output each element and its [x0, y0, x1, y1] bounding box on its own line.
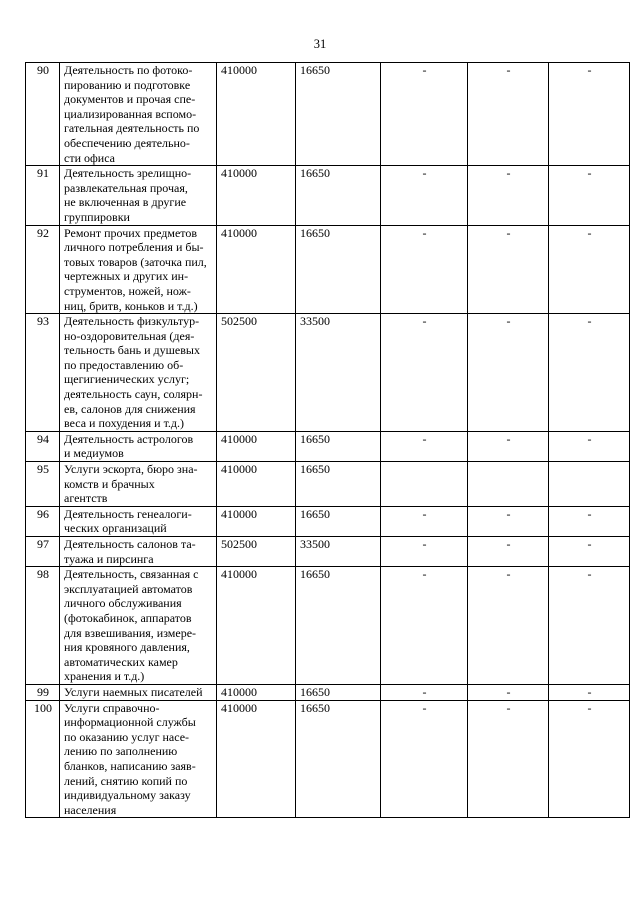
- column-6-cell: -: [468, 431, 549, 461]
- description-line: группировки: [64, 209, 130, 224]
- description-line: обеспечению деятельно-: [64, 135, 190, 150]
- column-7-cell: -: [549, 225, 630, 314]
- description-line: Деятельность физкультур-: [64, 314, 200, 329]
- description-line: туажа и пирсинга: [64, 551, 154, 566]
- table-row: [26, 462, 630, 507]
- description-line: Деятельность, связанная с: [64, 567, 199, 582]
- column-7-cell: [549, 462, 630, 507]
- table-row: [26, 225, 630, 314]
- column-6-cell: -: [468, 166, 549, 225]
- column-6-cell: -: [468, 506, 549, 536]
- description-line: веса и похудения и т.д.): [64, 416, 185, 431]
- value-2-cell: 16650: [296, 684, 381, 700]
- table-body: [26, 63, 630, 818]
- activity-description-cell: [60, 314, 217, 432]
- description-line: эксплуатацией автоматов: [64, 581, 193, 596]
- description-line: Деятельность астрологов: [64, 431, 194, 446]
- column-6-cell: -: [468, 225, 549, 314]
- description-line: ев, салонов для снижения: [64, 401, 196, 416]
- row-number-cell: 93: [26, 314, 60, 432]
- description-line: автоматических камер: [64, 654, 178, 669]
- description-line: Деятельность по фотоко-: [64, 63, 193, 77]
- activities-table: [25, 62, 630, 818]
- value-1-cell: 502500: [217, 314, 296, 432]
- description-line: для взвешивания, измере-: [64, 625, 197, 640]
- description-line: по оказанию услуг насе-: [64, 729, 190, 744]
- description-line: не включенная в другие: [64, 195, 187, 210]
- row-number-cell: 100: [26, 700, 60, 818]
- column-5-cell: -: [381, 684, 468, 700]
- description-line: по предоставлению об-: [64, 357, 184, 372]
- description-line: Деятельность салонов та-: [64, 537, 196, 551]
- description-line: Деятельность зрелищно-: [64, 166, 192, 181]
- description-line: развлекательная прочая,: [64, 180, 188, 195]
- column-7-cell: -: [549, 684, 630, 700]
- column-6-cell: -: [468, 314, 549, 432]
- activity-description-cell: [60, 63, 217, 166]
- table-row: [26, 567, 630, 685]
- activity-description-cell: [60, 684, 217, 700]
- column-5-cell: -: [381, 537, 468, 567]
- description-line: информационной службы: [64, 715, 196, 730]
- description-line: агентств: [64, 491, 108, 506]
- column-6-cell: -: [468, 63, 549, 166]
- value-2-cell: 16650: [296, 506, 381, 536]
- description-line: комств и брачных: [64, 476, 155, 491]
- value-1-cell: 410000: [217, 225, 296, 314]
- description-line: Деятельность генеалоги-: [64, 506, 192, 521]
- value-2-cell: 16650: [296, 567, 381, 685]
- description-line: личного потребления и бы-: [64, 240, 204, 255]
- column-7-cell: -: [549, 314, 630, 432]
- value-2-cell: 16650: [296, 63, 381, 166]
- value-2-cell: 33500: [296, 537, 381, 567]
- value-2-cell: 16650: [296, 225, 381, 314]
- row-number-cell: 96: [26, 506, 60, 536]
- description-line: Услуги наемных писателей: [64, 684, 203, 699]
- column-6-cell: -: [468, 567, 549, 685]
- description-line: ческих организаций: [64, 521, 167, 536]
- column-5-cell: -: [381, 431, 468, 461]
- table-row: [26, 63, 630, 166]
- value-2-cell: 16650: [296, 431, 381, 461]
- value-2-cell: 16650: [296, 700, 381, 818]
- column-5-cell: -: [381, 225, 468, 314]
- description-line: лений, снятию копий по: [64, 773, 188, 788]
- row-number-cell: 92: [26, 225, 60, 314]
- description-line: Услуги справочно-: [64, 700, 160, 715]
- value-1-cell: 410000: [217, 700, 296, 818]
- description-line: документов и прочая спе-: [64, 92, 196, 107]
- column-6-cell: [468, 462, 549, 507]
- description-line: (фотокабинок, аппаратов: [64, 610, 192, 625]
- description-line: Услуги эскорта, бюро зна-: [64, 462, 198, 477]
- activity-description-cell: [60, 431, 217, 461]
- column-5-cell: -: [381, 700, 468, 818]
- row-number-cell: 90: [26, 63, 60, 166]
- row-number-cell: 99: [26, 684, 60, 700]
- description-line: гательная деятельность по: [64, 121, 200, 136]
- table-row: [26, 537, 630, 567]
- column-6-cell: -: [468, 700, 549, 818]
- activity-description-cell: [60, 567, 217, 685]
- description-line: личного обслуживания: [64, 596, 182, 611]
- column-7-cell: -: [549, 431, 630, 461]
- description-line: чертежных и других ин-: [64, 269, 189, 284]
- column-5-cell: -: [381, 63, 468, 166]
- row-number-cell: 91: [26, 166, 60, 225]
- table-row: [26, 684, 630, 700]
- value-1-cell: 410000: [217, 684, 296, 700]
- row-number-cell: 95: [26, 462, 60, 507]
- column-5-cell: [381, 462, 468, 507]
- value-1-cell: 410000: [217, 431, 296, 461]
- activity-description-cell: [60, 462, 217, 507]
- description-line: Ремонт прочих предметов: [64, 225, 198, 240]
- table-row: [26, 314, 630, 432]
- activity-description-cell: [60, 166, 217, 225]
- description-line: населения: [64, 802, 117, 817]
- column-7-cell: -: [549, 166, 630, 225]
- value-1-cell: 502500: [217, 537, 296, 567]
- description-line: ния кровяного давления,: [64, 640, 190, 655]
- description-line: хранения и т.д.): [64, 669, 145, 684]
- page-number: 31: [313, 37, 327, 51]
- value-2-cell: 16650: [296, 166, 381, 225]
- description-line: лению по заполнению: [64, 744, 178, 759]
- row-number-cell: 98: [26, 567, 60, 685]
- description-line: и медиумов: [64, 446, 124, 461]
- column-5-cell: -: [381, 166, 468, 225]
- activity-description-cell: [60, 537, 217, 567]
- description-line: но-оздоровительная (дея-: [64, 328, 195, 343]
- description-line: пированию и подготовке: [64, 77, 191, 92]
- description-line: товых товаров (заточка пил,: [64, 254, 207, 269]
- description-line: сти офиса: [64, 150, 115, 165]
- column-7-cell: -: [549, 700, 630, 818]
- column-7-cell: -: [549, 537, 630, 567]
- value-1-cell: 410000: [217, 462, 296, 507]
- description-line: струментов, ножей, нож-: [64, 283, 191, 298]
- description-line: тельность бань и душевых: [64, 343, 200, 358]
- value-2-cell: 16650: [296, 462, 381, 507]
- column-7-cell: -: [549, 567, 630, 685]
- activity-description-cell: [60, 700, 217, 818]
- description-line: циализированная вспомо-: [64, 106, 197, 121]
- column-6-cell: -: [468, 684, 549, 700]
- column-7-cell: -: [549, 63, 630, 166]
- description-line: бланков, написанию заяв-: [64, 758, 196, 773]
- row-number-cell: 97: [26, 537, 60, 567]
- value-1-cell: 410000: [217, 567, 296, 685]
- description-line: щегигиенических услуг;: [64, 372, 190, 387]
- value-2-cell: 33500: [296, 314, 381, 432]
- value-1-cell: 410000: [217, 63, 296, 166]
- value-1-cell: 410000: [217, 506, 296, 536]
- value-1-cell: 410000: [217, 166, 296, 225]
- column-5-cell: -: [381, 506, 468, 536]
- activity-description-cell: [60, 506, 217, 536]
- activity-description-cell: [60, 225, 217, 314]
- column-5-cell: -: [381, 314, 468, 432]
- column-7-cell: -: [549, 506, 630, 536]
- row-number-cell: 94: [26, 431, 60, 461]
- table-row: [26, 431, 630, 461]
- description-line: ниц, бритв, коньков и т.д.): [64, 298, 198, 313]
- column-6-cell: -: [468, 537, 549, 567]
- column-5-cell: -: [381, 567, 468, 685]
- table-row: [26, 700, 630, 818]
- description-line: деятельность саун, солярн-: [64, 387, 203, 402]
- table-row: [26, 166, 630, 225]
- table-row: [26, 506, 630, 536]
- description-line: индивидуальному заказу: [64, 788, 191, 803]
